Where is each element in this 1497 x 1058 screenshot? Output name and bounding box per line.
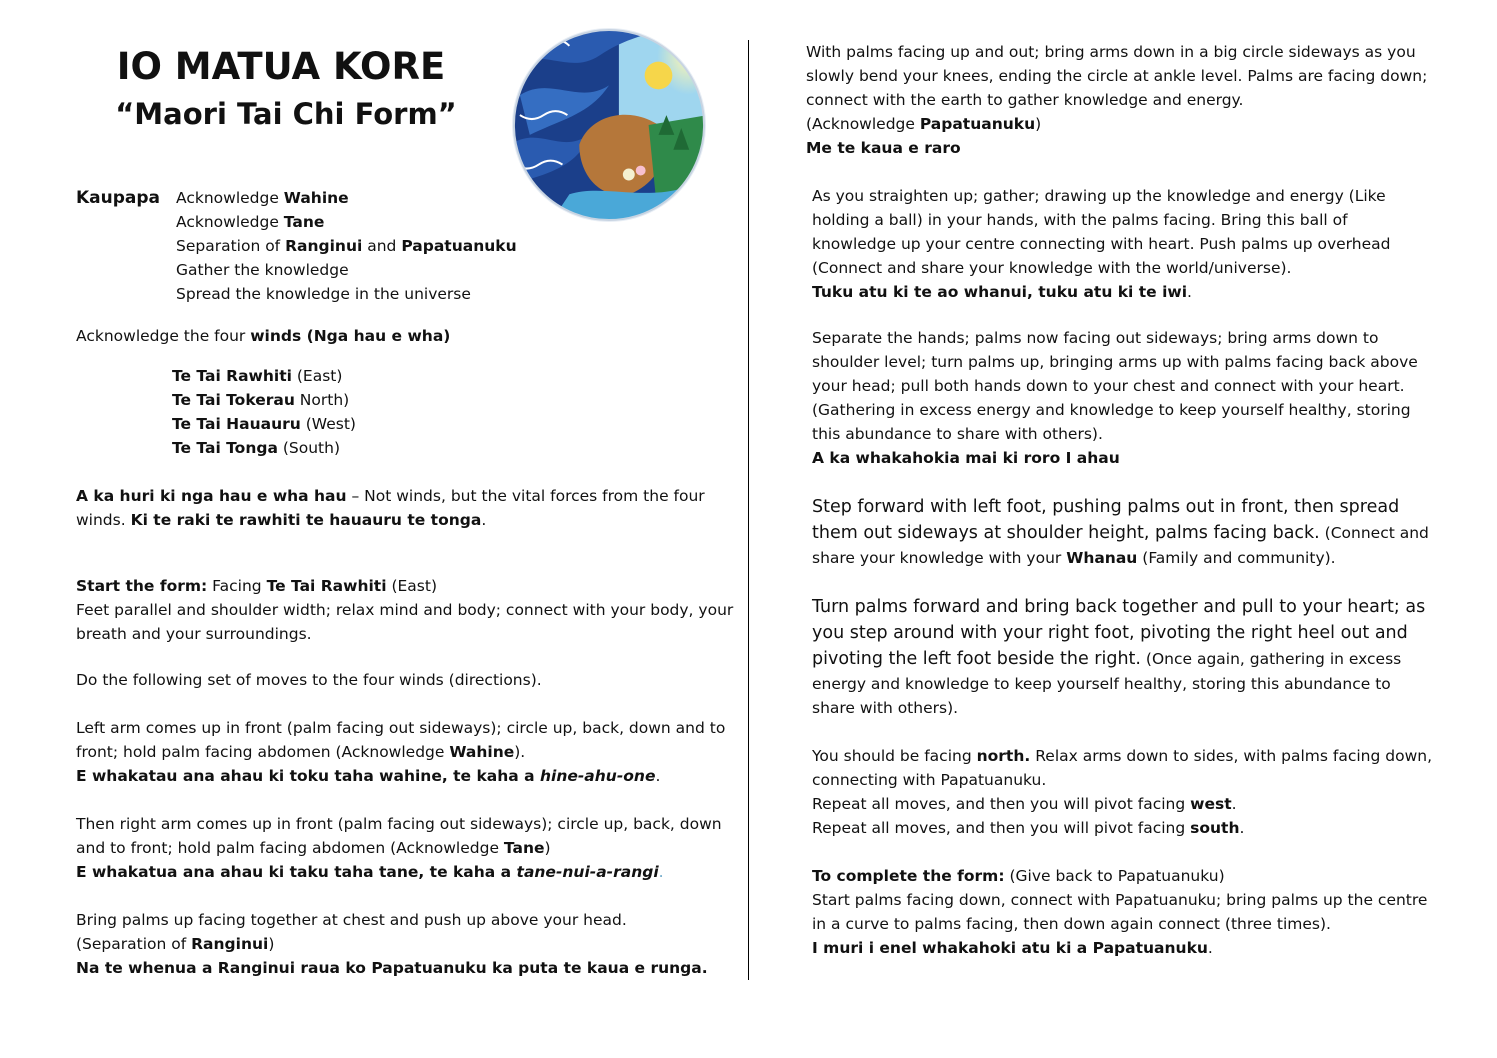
kaupapa-item: Separation of Ranginui and Papatuanuku: [176, 237, 517, 255]
wind-item: Te Tai Tonga (South): [172, 439, 340, 457]
kaupapa-item: Acknowledge Wahine: [176, 189, 349, 207]
kaupapa-item: Gather the knowledge: [176, 261, 349, 279]
left-arm-paragraph: Left arm comes up in front (palm facing out sideways); circle up, back, down and to front; hold palm facing abdomen (Acknowledge Wahine). E whakatau ana ahau ki toku taha wahine, te kaha a hine-ahu-one.: [76, 719, 726, 785]
wind-item: Te Tai Tokerau North): [172, 391, 350, 409]
page-title: IO MATUA KORE: [116, 45, 446, 88]
winds-intro: Acknowledge the four winds (Nga hau e wha): [76, 327, 451, 345]
kaupapa-item: Spread the knowledge in the universe: [176, 285, 471, 303]
palms-up-paragraph: Bring palms up facing together at chest and push up above your head. (Separation of Ranginui) Na te whenua a Ranginui raua ko Papatuanuku ka puta te kaua e runga.: [76, 911, 708, 977]
kaupapa-list: [176, 186, 517, 306]
kaupapa-item: Acknowledge Tane: [176, 213, 325, 231]
start-form-paragraph: Start the form: Facing Te Tai Rawhiti (East) Feet parallel and shoulder width; relax mind and body; connect with your body, your breath and your surroundings.: [76, 577, 734, 643]
facing-north-paragraph: You should be facing north. Relax arms down to sides, with palms facing down, connecting with Papatuanuku. Repeat all moves, and then you will pivot facing west. Repeat all moves, and then you will pivot facing south.: [812, 747, 1433, 837]
separate-hands-paragraph: Separate the hands; palms now facing out sideways; bring arms down to shoulder level; turn palms up, bringing arms up with palms facing back above your head; pull both hands down to your chest and connect with your heart. (Gathering in excess energy and knowledge to keep yourself healthy, storing this abundance to share with others). A ka whakahokia mai ki roro I ahau: [812, 329, 1418, 467]
complete-form-paragraph: To complete the form: (Give back to Papatuanuku) Start palms facing down, connect with Papatuanuku; bring palms up the centre in a curve to palms facing, then down again connect (three times). I muri i enel whakahoki atu ki a Papatuanuku.: [812, 867, 1428, 957]
turn-palms-paragraph: Turn palms forward and bring back together and pull to your heart; as you step around with your right foot, pivoting the right heel out and pivoting the left foot beside the right. (Once again, gathering in excess energy and knowledge to keep yourself healthy, storing this abundance to share with others).: [812, 597, 1426, 717]
right-arm-paragraph: Then right arm comes up in front (palm facing out sideways); circle up, back, down and to front; hold palm facing abdomen (Acknowledge Tane) E whakatua ana ahau ki taku taha tane, te kaha a tane-nui-a-rangi.: [76, 815, 722, 881]
maori-art-circle-image: [510, 26, 708, 224]
winds-list: [172, 364, 356, 460]
circle-down-paragraph: With palms facing up and out; bring arms down in a big circle sideways as you slowly bend your knees, ending the circle at ankle level. Palms are facing down; connect with the earth to gather knowledge and energy. (Acknowledge Papatuanuku) Me te kaua e raro: [806, 43, 1428, 157]
step-forward-paragraph: Step forward with left foot, pushing palms out in front, then spread them out sideways at shoulder height, palms facing back. (Connect and share your knowledge with your Whanau (Family and community).: [812, 497, 1429, 567]
vital-forces-paragraph: A ka huri ki nga hau e wha hau – Not winds, but the vital forces from the four winds. Ki te raki te rawhiti te hauauru te tonga.: [76, 487, 705, 529]
do-following-paragraph: Do the following set of moves to the four winds (directions).: [76, 671, 542, 689]
wind-item: Te Tai Rawhiti (East): [172, 367, 343, 385]
column-divider: [748, 40, 749, 980]
page-subtitle: “Maori Tai Chi Form”: [115, 97, 457, 131]
kaupapa-label: Kaupapa: [76, 188, 161, 208]
wind-item: Te Tai Hauauru (West): [172, 415, 356, 433]
gather-paragraph: As you straighten up; gather; drawing up the knowledge and energy (Like holding a ball) in your hands, with the palms facing. Bring this ball of knowledge up your centre connecting with heart. Push palms up overhead (Connect and share your knowledge with the world/universe). Tuku atu ki te ao whanui, tuku atu ki te iwi.: [812, 187, 1391, 301]
